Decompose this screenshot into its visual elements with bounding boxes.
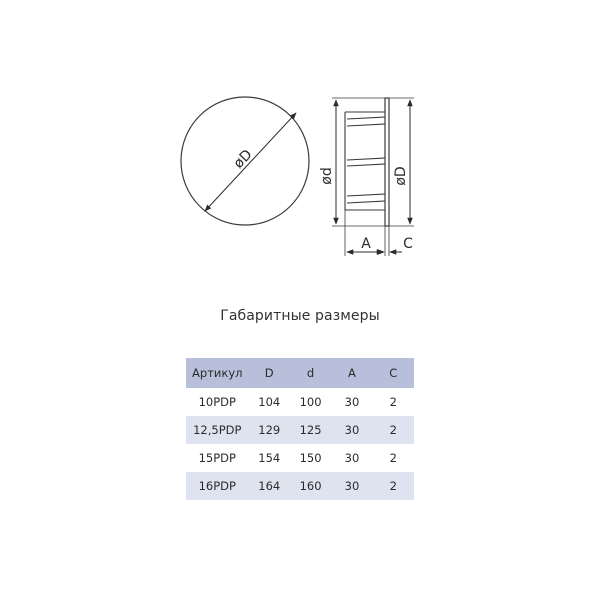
- header-D: D: [264, 366, 274, 380]
- cell-article: 15PDP: [198, 451, 236, 465]
- cell-A: 30: [344, 451, 360, 465]
- rib-line: [347, 124, 385, 126]
- rib-line: [347, 201, 385, 203]
- cell-A: 30: [344, 395, 360, 409]
- cell-D: 154: [258, 451, 281, 465]
- rib-line: [347, 164, 385, 166]
- table-row: [186, 416, 414, 444]
- cell-A: 30: [344, 479, 360, 493]
- rib-line: [347, 158, 385, 160]
- dimensions-table: [186, 358, 414, 500]
- table-row: [186, 472, 414, 500]
- cell-article: 10PDP: [198, 395, 236, 409]
- section-title: Габаритные размеры: [220, 308, 380, 324]
- cell-d: 150: [299, 451, 322, 465]
- rib-line: [347, 194, 385, 196]
- front-view: [181, 97, 309, 225]
- cell-D: 104: [258, 395, 281, 409]
- cell-D: 129: [258, 423, 281, 437]
- cell-article: 16PDP: [198, 479, 236, 493]
- cell-d: 125: [299, 423, 322, 437]
- header-article: Артикул: [192, 366, 243, 380]
- cell-C: 2: [389, 423, 397, 437]
- table-header-row: [186, 358, 414, 388]
- header-d: d: [306, 366, 315, 380]
- cell-article: 12,5PDP: [193, 423, 242, 437]
- header-A: A: [348, 366, 356, 380]
- cell-C: 2: [389, 479, 397, 493]
- header-C: C: [389, 366, 398, 380]
- cell-d: 100: [299, 395, 322, 409]
- front-diameter-label: øD: [230, 146, 256, 172]
- cell-A: 30: [344, 423, 360, 437]
- cell-d: 160: [299, 479, 322, 493]
- table-row: [186, 388, 414, 416]
- depth-label: A: [361, 236, 371, 252]
- cell-C: 2: [389, 451, 397, 465]
- cell-C: 2: [389, 395, 397, 409]
- inner-diameter-label: ød: [319, 167, 335, 185]
- cell-D: 164: [258, 479, 281, 493]
- flange-label: C: [403, 236, 413, 252]
- outer-diameter-label: øD: [393, 166, 409, 186]
- rib-line: [347, 117, 385, 119]
- table-row: [186, 444, 414, 472]
- flange: [385, 98, 389, 226]
